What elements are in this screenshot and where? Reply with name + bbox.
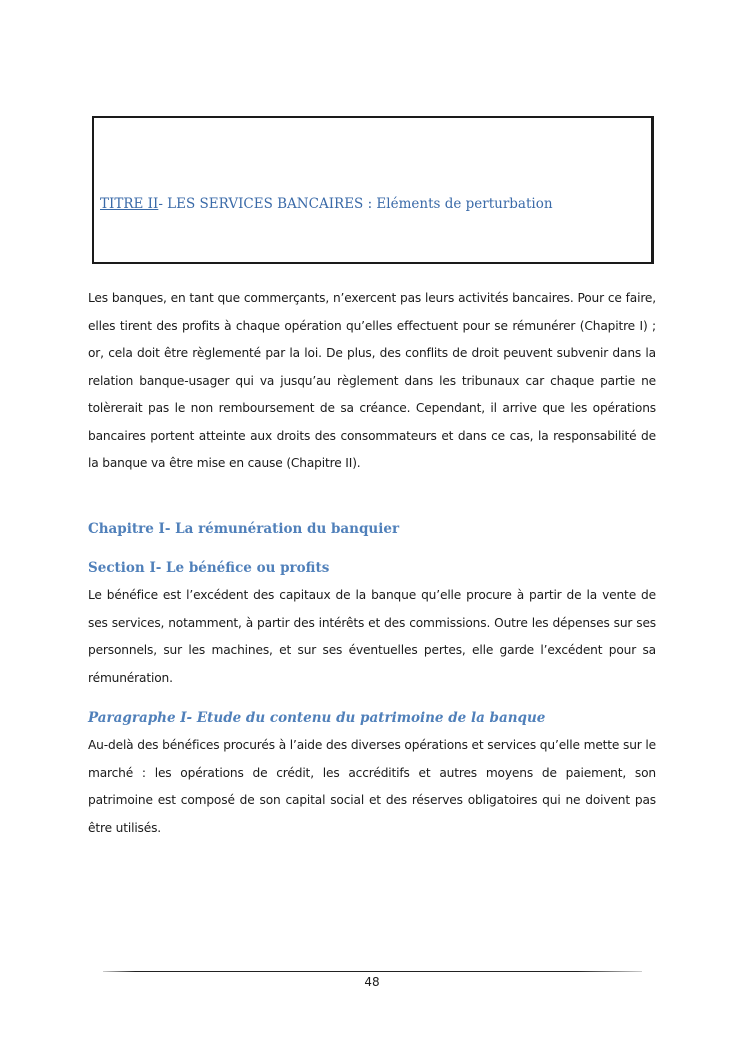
page-number: 48 [364,975,380,989]
section-heading: Section I- Le bénéfice ou profits [88,560,330,576]
intro-paragraph: Les banques, en tant que commerçants, n’exercent pas leurs activités bancaires. Pour ce faire, elles tirent des profits à chaque opération qu’elles effectuent pour se rémunérer (Chapitre I) ; or, cela doit être règlementé par la loi. De plus, des conflits de droit peuvent subvenir dans la relation banque-usager qui va jusqu’au règlement dans les tribunaux car chaque partie ne tolèrerait pas le non remboursement de sa créance. Cependant, il arrive que les opérations bancaires portent atteinte aux droits des consommateurs et dans ce cas, la responsabilité de la banque va être mise en cause (Chapitre II). [88,291,656,470]
title-box [92,116,654,264]
section-paragraph: Le bénéfice est l’excédent des capitaux de la banque qu’elle procure à partir de la vente de ses services, notamment, à partir des intérêts et des commissions. Outre les dépenses sur ses personnels, sur les machines, et sur ses éventuelles pertes, elle garde l’excédent pour sa rémunération. [88,588,656,685]
paragraph-heading: Paragraphe I- Etude du contenu du patrimoine de la banque [88,710,546,726]
part-title-rest: - LES SERVICES BANCAIRES : Eléments de perturbation [158,196,553,212]
footer-divider [103,971,642,972]
part-title-prefix: TITRE II [100,196,159,212]
part-title [100,196,553,212]
paragraph-text: Au-delà des bénéfices procurés à l’aide des diverses opérations et services qu’elle mette sur le marché : les opérations de crédit, les accréditifs et autres moyens de paiement, son patrimoine est composé de son capital social et des réserves obligatoires qui ne doivent pas être utilisés. [88,738,656,835]
chapter-heading: Chapitre I- La rémunération du banquier [88,521,400,537]
